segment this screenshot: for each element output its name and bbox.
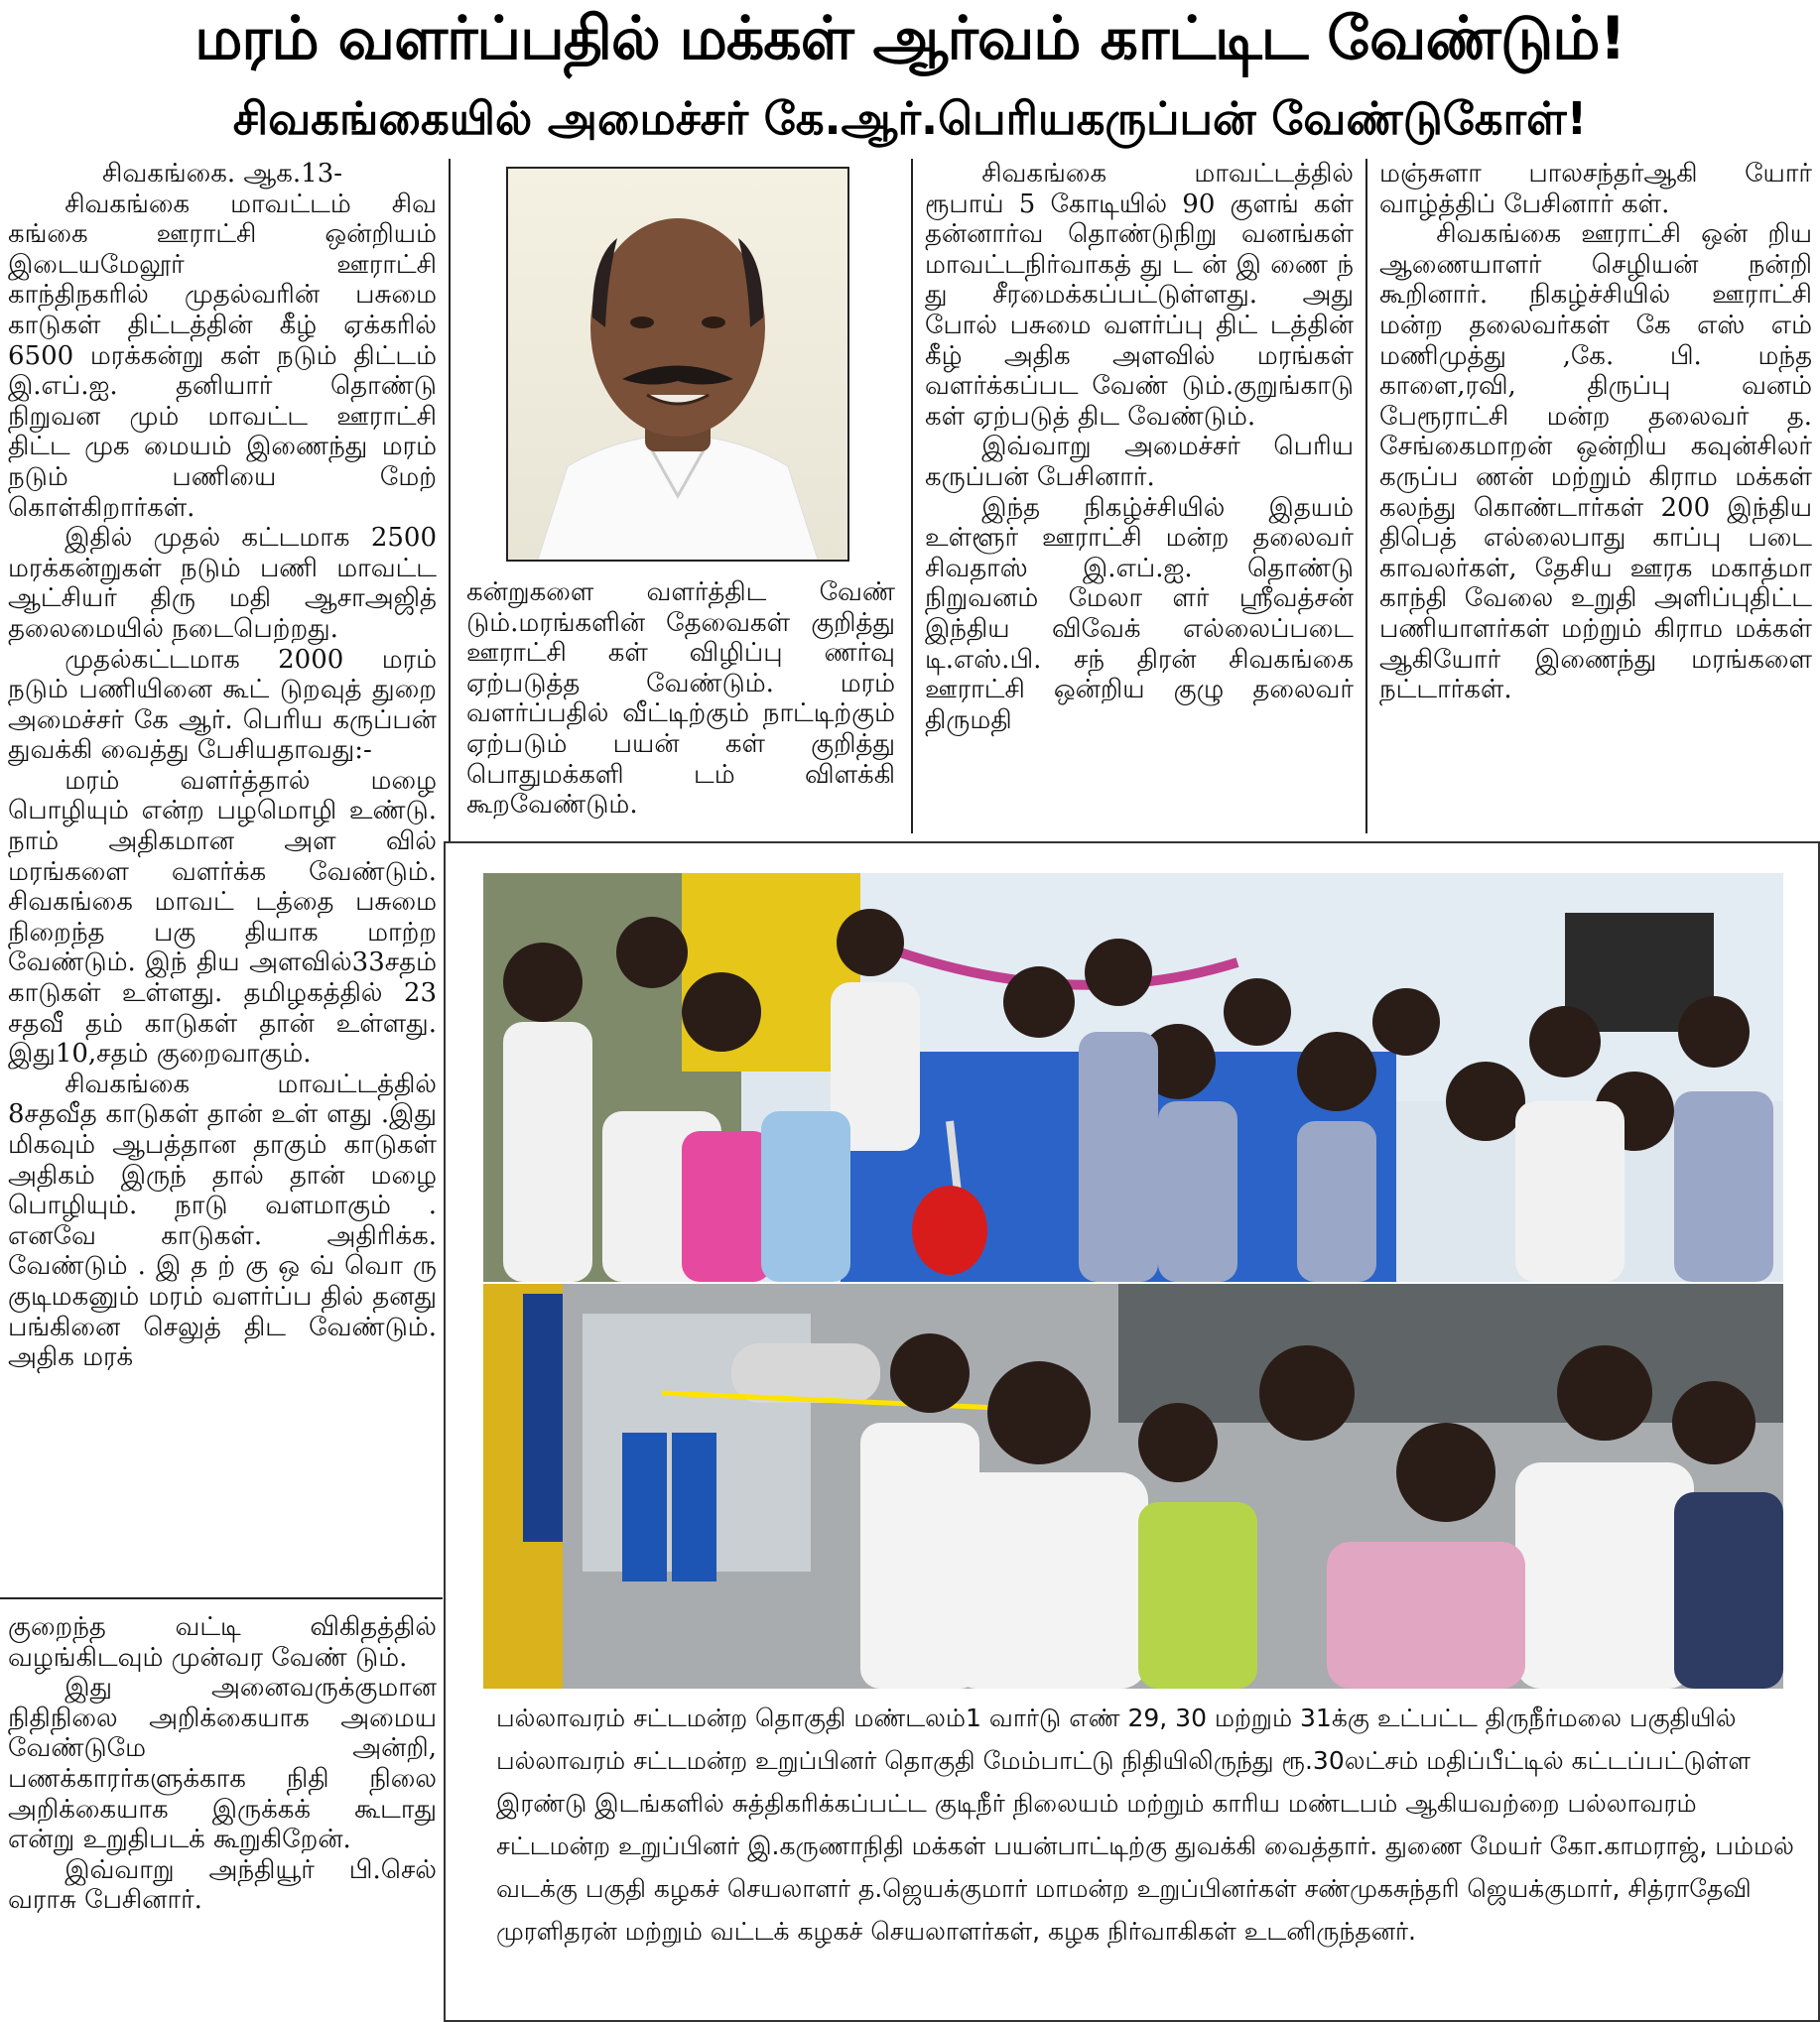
portrait-image xyxy=(508,169,847,560)
dateline: சிவகங்கை. ஆக.13- xyxy=(101,159,343,189)
paragraph: முதல்கட்டமாக 2000 மரம் நடும் பணியினை கூட் டுறவுத் துறை அமைச்சர் கே ஆர். பெரிய கருப்பன் துவக்கி வைத்து பேசியதாவது:- xyxy=(8,644,437,766)
paragraph: இவ்வாறு அமைச்சர் பெரிய கருப்பன் பேசினார். xyxy=(925,432,1354,492)
paragraph: கன்றுகளை வளர்த்திட வேண் டும்.மரங்களின் தேவைகள் குறித்து ஊராட்சி கள் விழிப்பு ணர்வு ஏற்படுத்த வேண்டும். மரம் வளர்ப்பதில் வீட்டிற்கும் நாட்டிற்கும் ஏற்படும் பயன் கள் குறித்து பொதுமக்களி டம் விளக்கி கூறவேண்டும். xyxy=(466,577,895,821)
paragraph: சிவகங்கை ஊராட்சி ஒன் றிய ஆணையாளர் செழியன் நன்றி கூறினார். நிகழ்ச்சியில் ஊராட்சி மன்ற தலைவர்கள் கே எஸ் எம் மணிமுத்து ,கே. பி. மந்த காளை,ரவி, திருப்பு வனம் பேரூராட்சி மன்ற தலைவர் த. சேங்கைமாறன் ஒன்றிய கவுன்சிலர் கருப்ப ணன் மற்றும் கிராம மக்கள் கலந்து கொண்டார்கள் 200 இந்திய திபெத் எல்லைபாது காப்பு படை காவலர்கள், தேசிய ஊரக மகாத்மா காந்தி வேலை உறுதி அளிப்புதிட்ட பணியாளர்கள் மற்றும் கிராம மக்கள் ஆகியோர் இணைந்து மரங்களை நட்டார்கள். xyxy=(1379,219,1812,705)
paragraph: இந்த நிகழ்ச்சியில் இதயம் உள்ளூர் ஊராட்சி மன்ற தலைவர் சிவதாஸ் இ.எப்.ஐ. தொண்டு நிறுவனம் மேலா ளர் ஸ்ரீவத்சன் இந்திய விவேக் எல்லைப்படை டி.எஸ்.பி. சந் திரன் சிவகங்கை ஊராட்சி ஒன்றிய குழு தலைவர் திருமதி xyxy=(925,492,1354,735)
paragraph: சிவகங்கை மாவட்டம் சிவ கங்கை ஊராட்சி ஒன்றியம் இடையமேலூர் ஊராட்சி காந்திநகரில் முதல்வரின் பசுமை காடுகள் திட்டத்தின் கீழ் ஏக்கரில் 6500 மரக்கன்று கள் நடும் திட்டம் இ.எப்.ஐ. தனியார் தொண்டு நிறுவன மும் மாவட்ட ஊராட்சி திட்ட முக மையம் இணைந்து மரம் நடும் பணியை மேற் கொள்கிறார்கள். xyxy=(8,189,437,523)
minister-portrait xyxy=(506,167,849,562)
paragraph: இவ்வாறு அந்தியூர் பி.செல் வராசு பேசினார். xyxy=(8,1854,437,1916)
paragraph: சிவகங்கை மாவட்டத்தில் 8சதவீத காடுகள் தான் உள் ளது .இது மிகவும் ஆபத்தான தாகும் காடுகள் அதிகம் இருந் தால் தான் மழை பொழியும். நாடு வளமாகும் . எனவே காடுகள். அதிரிக்க. வேண்டும் . இ த ற் கு ஒ வ் வொ ரு குடிமகனும் மரம் வளர்ப்ப தில் தனது பங்கினை செலுத் திட வேண்டும். அதிக மரக் xyxy=(8,1069,437,1373)
photo-caption: பல்லாவரம் சட்டமன்ற தொகுதி மண்டலம்1 வார்டு எண் 29, 30 மற்றும் 31க்கு உட்பட்ட திருநீர்மலை பகுதியில் பல்லாவரம் சட்டமன்ற உறுப்பினர் தொகுதி மேம்பாட்டு நிதியிலிருந்து ரூ.30லட்சம் மதிப்பீட்டில் கட்டப்பட்டுள்ள இரண்டு இடங்களில் சுத்திகரிக்கப்பட்ட குடிநீர் நிலையம் மற்றும் காரிய மண்டபம் ஆகியவற்றை பல்லாவரம் சட்டமன்ற உறுப்பினர் இ.கருணாநிதி மக்கள் பயன்பாட்டிற்கு துவக்கி வைத்தார். துணை மேயர் கோ.காமராஜ், பம்மல் வடக்கு பகுதி கழகச் செயலாளர் த.ஜெயக்குமார் மாமன்ற உறுப்பினர்கள் சண்முகசுந்தரி ஜெயக்குமார், சித்ராதேவி முரளிதரன் மற்றும் வட்டக் கழகச் செயலாளர்கள், கழக நிர்வாகிகள் உடனிருந்தனர். xyxy=(496,1704,1794,1946)
headline: மரம் வளர்ப்பதில் மக்கள் ஆர்வம் காட்டிட வேண்டும்! xyxy=(195,4,1625,73)
event-photo-image xyxy=(483,1284,1783,1689)
inauguration-photo-1 xyxy=(483,873,1783,1282)
paragraph: மரம் வளர்த்தால் மழை பொழியும் என்ற பழமொழி உண்டு. நாம் அதிகமான அள வில் மரங்களை வளர்க்க வேண்டும். சிவகங்கை மாவட் டத்தை பசுமை நிறைந்த பகு தியாக மாற்ற வேண்டும். இந் திய அளவில்33சதம் காடுகள் உள்ளது. தமிழகத்தில் 23 சதவீ தம் காடுகள் தான் உள்ளது. இது10,சதம் குறைவாகும். xyxy=(8,765,437,1070)
column-rule xyxy=(1365,159,1367,833)
article-column-2 xyxy=(466,577,895,835)
inauguration-photo-2 xyxy=(483,1284,1783,1689)
article-column-1-continued xyxy=(8,1612,437,2009)
paragraph: இது அனைவருக்குமான நிதிநிலை அறிக்கையாக அமைய வேண்டுமே அன்றி, பணக்காரர்களுக்காக நிதி நிலை அறிக்கையாக இருக்கக் கூடாது என்று உறுதிபடக் கூறுகிறேன். xyxy=(8,1673,437,1855)
column-divider xyxy=(0,1597,443,1599)
column-rule xyxy=(911,159,913,833)
paragraph: குறைந்த வட்டி விகிதத்தில் வழங்கிடவும் முன்வர வேண் டும். xyxy=(8,1612,437,1673)
event-photo-image xyxy=(483,873,1783,1282)
article-column-3 xyxy=(925,159,1354,833)
paragraph: சிவகங்கை மாவட்டத்தில் ரூபாய் 5 கோடியில் 90 குளங் கள் தன்னார்வ தொண்டுநிறு வனங்கள் மாவட்டநிர்வாகத் து ட ன் இ ணை ந் து சீரமைக்கப்பட்டுள்ளது. அது போல் பசுமை வளர்ப்பு திட் டத்தின் கீழ் அதிக அளவில் மரங்கள் வளர்க்கப்பட வேண் டும்.குறுங்காடு கள் ஏற்படுத் திட வேண்டும். xyxy=(925,159,1354,432)
paragraph: இதில் முதல் கட்டமாக 2500 மரக்கன்றுகள் நடும் பணி மாவட்ட ஆட்சியர் திரு மதி ஆசாஅஜித் தலைமையில் நடைபெற்றது. xyxy=(8,523,437,644)
article-column-1 xyxy=(8,159,437,1587)
article-column-4 xyxy=(1379,159,1812,833)
paragraph: மஞ்சுளா பாலசந்தர்ஆகி யோர் வாழ்த்திப் பேசினார் கள். xyxy=(1379,159,1812,219)
subheadline: சிவகங்கையில் அமைச்சர் கே.ஆர்.பெரியகருப்பன் வேண்டுகோள்! xyxy=(232,92,1588,145)
